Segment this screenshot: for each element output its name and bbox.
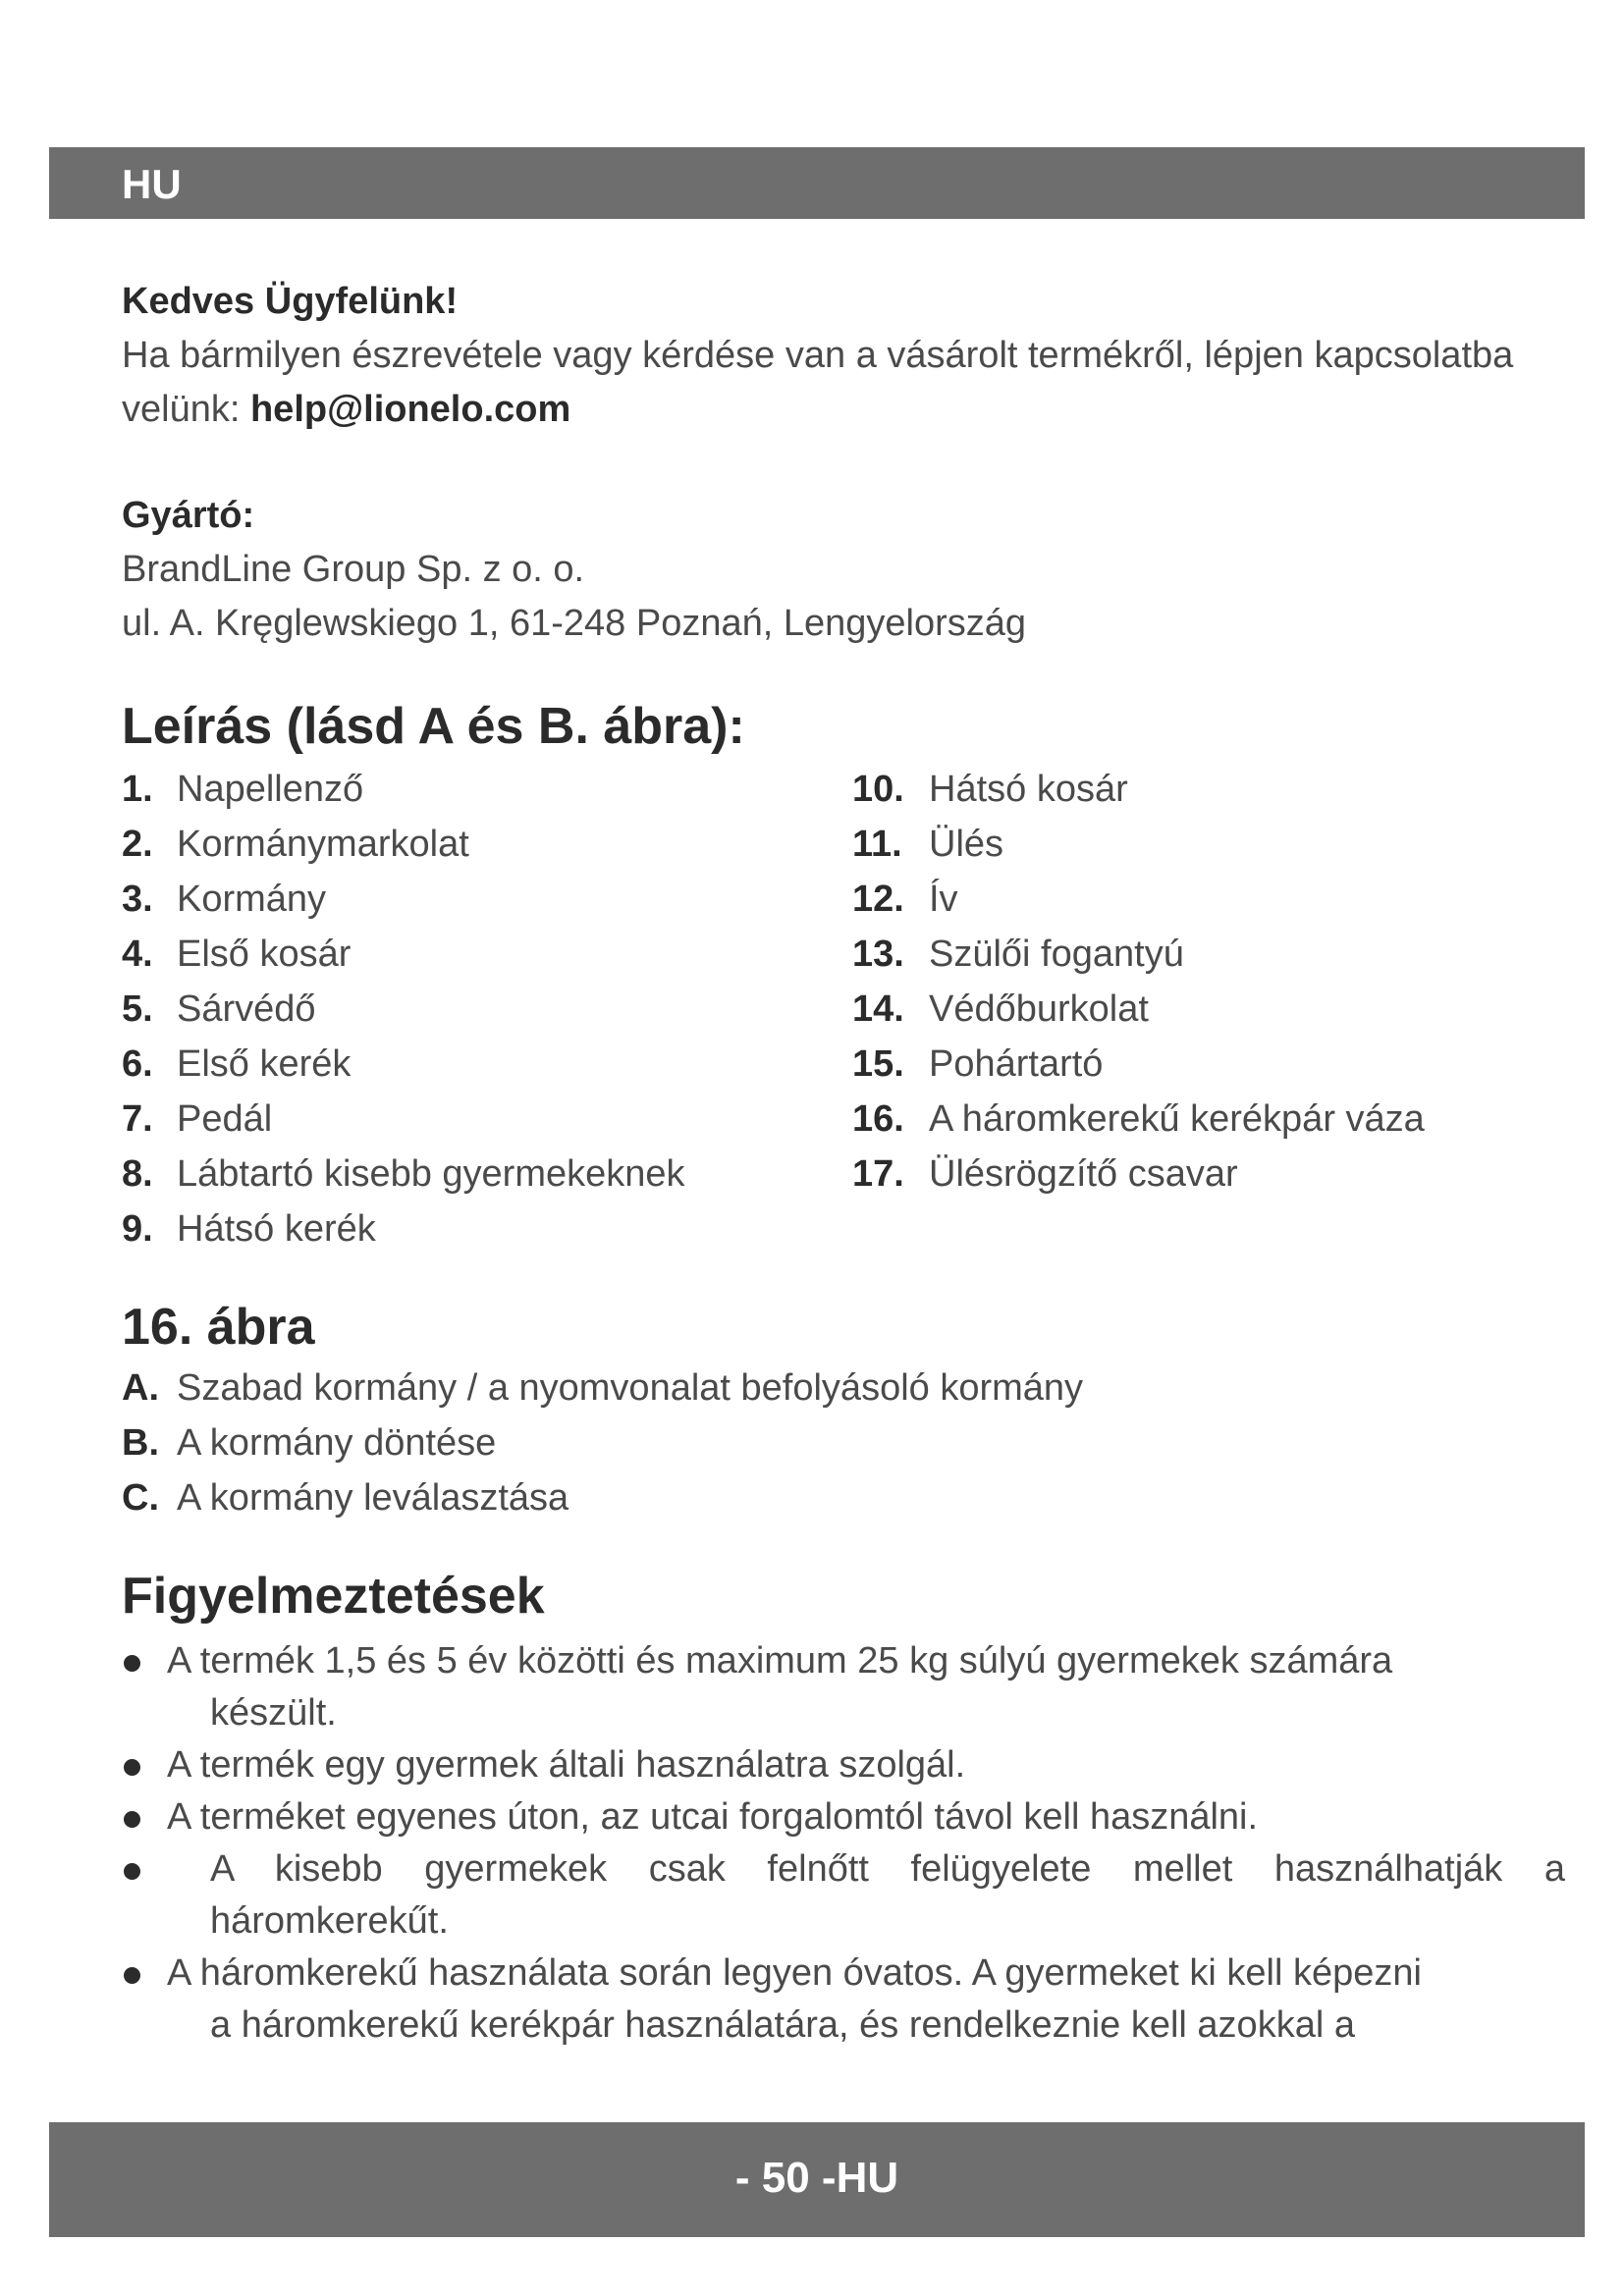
list-item: 7. Pedál [122,1098,273,1140]
list-item: C. A kormány leválasztása [122,1477,569,1519]
list-item: B. A kormány döntése [122,1422,497,1464]
list-item: A. Szabad kormány / a nyomvonalat befolyásoló kormány [122,1367,1084,1409]
list-item: 16. A háromkerekű kerékpár váza [852,1098,1425,1140]
list-item: 13. Szülői fogantyú [852,934,1184,975]
list-item: 11. Ülés [852,824,1004,865]
contact-section [122,275,1565,437]
figure-16-list [122,1361,1083,1525]
list-item: 1. Napellenző [122,769,364,810]
contact-line-2 [122,383,1565,437]
support-email[interactable]: help@lionelo.com [249,389,571,430]
list-item: A termék egy gyermek általi használatra szolgál. [122,1739,1565,1791]
figure-16-title: 16. ábra [122,1299,315,1356]
list-item: 5. Sárvédő [122,988,316,1030]
list-item: 8. Lábtartó kisebb gyermekeknek [122,1153,685,1195]
bullet-icon [124,1967,140,1984]
bullet-icon [124,1863,140,1880]
page-footer-bar [49,2122,1585,2237]
list-item: 17. Ülésrögzítő csavar [852,1153,1238,1195]
manufacturer-address: ul. A. Kręglewskiego 1, 61-248 Poznań, Lengyelország [122,603,1027,644]
contact-prefix: velünk: [122,389,250,430]
bullet-icon [124,1655,140,1672]
parts-list-left [122,762,685,1256]
page-number: - 50 -HU [734,2154,899,2202]
list-item: 14. Védőburkolat [852,988,1149,1030]
list-item: 2. Kormánymarkolat [122,824,469,865]
warnings-title: Figyelmeztetések [122,1568,545,1625]
description-title: Leírás (lásd A és B. ábra): [122,698,745,755]
manufacturer-label: Gyártó: [122,495,255,536]
language-header-bar [49,147,1585,219]
list-item: A kisebb gyermekek csak felnőtt felügyelete mellet használhatják a háromkerekűt. [122,1843,1565,1948]
manufacturer-name: BrandLine Group Sp. z o. o. [122,549,585,590]
list-item: 3. Kormány [122,879,327,920]
list-item: 9. Hátsó kerék [122,1208,376,1250]
list-item: 10. Hátsó kosár [852,769,1128,810]
language-code: HU [122,161,182,207]
list-item: A háromkerekű használata során legyen óvatos. A gyermeket ki kell képezni a háromkerekű kerékpár használatára, és rendelkeznie kell azokkal a [122,1948,1565,2052]
contact-line-1: Ha bármilyen észrevétele vagy kérdése van a vásárolt termékről, lépjen kapcsolatba [122,335,1514,376]
list-item: 4. Első kosár [122,934,352,975]
list-item: 15. Pohártartó [852,1043,1104,1085]
manufacturer-section [122,489,1565,651]
list-item: A terméket egyenes úton, az utcai forgalomtól távol kell használni. [122,1791,1565,1843]
greeting: Kedves Ügyfelünk! [122,281,459,322]
list-item: 12. Ív [852,879,958,920]
parts-list-right [852,762,1425,1201]
bullet-icon [124,1759,140,1776]
bullet-icon [124,1811,140,1828]
list-item: 6. Első kerék [122,1043,352,1085]
warnings-list [122,1635,1565,2052]
list-item: A termék 1,5 és 5 év közötti és maximum 25 kg súlyú gyermekek számára készült. [122,1635,1565,1739]
